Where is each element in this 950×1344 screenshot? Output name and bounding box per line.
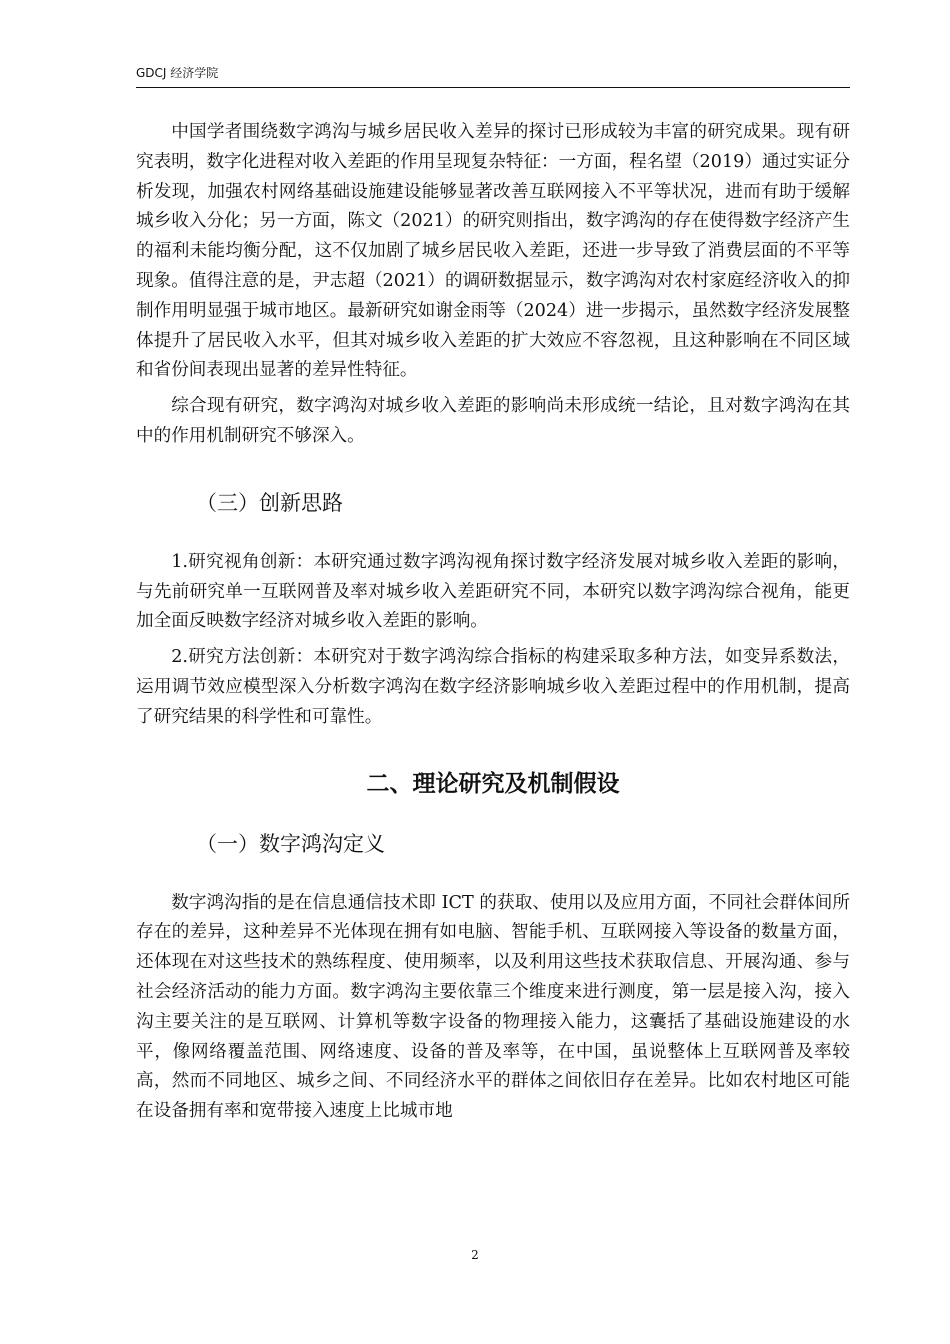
paragraph-innovation-1: 1.研究视角创新：本研究通过数字鸿沟视角探讨数字经济发展对城乡收入差距的影响，与先前研究单一互联网普及率对城乡收入差距研究不同，本研究以数字鸿沟综合视角，能更加全面反映数字经济对城乡收入差距的影响。 xyxy=(136,551,850,632)
paragraph-innovation-2: 2.研究方法创新：本研究对于数字鸿沟综合指标的构建采取多种方法，如变异系数法，运用调节效应模型深入分析数字鸿沟在数字经济影响城乡收入差距过程中的作用机制，提高了研究结果的科学性和可靠性。 xyxy=(136,647,850,727)
heading-chapter-2: 二、理论研究及机制假设 xyxy=(366,770,620,797)
header-title: GDCJ 经济学院 xyxy=(136,66,219,80)
document-body xyxy=(136,118,850,1127)
paragraph-summary: 综合现有研究，数字鸿沟对城乡收入差距的影响尚未形成统一结论，且对数字鸿沟在其中的作用机制研究不够深入。 xyxy=(136,396,850,446)
paragraph-digital-divide-definition: 数字鸿沟指的是在信息通信技术即 ICT 的获取、使用以及应用方面，不同社会群体间所存在的差异，这种差异不光体现在拥有如电脑、智能手机、互联网接入等设备的数量方面，还体现在对这些技术的熟练程度、使用频率，以及利用这些技术获取信息、开展沟通、参与社会经济活动的能力方面。数字鸿沟主要依靠三个维度来进行测度，第一层是接入沟，接入沟主要关注的是互联网、计算机等数字设备的物理接入能力，这囊括了基础设施建设的水平，像网络覆盖范围、网络速度、设备的普及率等，在中国，虽说整体上互联网普及率较高，然而不同地区、城乡之间、不同经济水平的群体之间依旧存在差异。比如农村地区可能在设备拥有率和宽带接入速度上比城市地 xyxy=(136,892,850,1122)
running-header xyxy=(136,64,850,88)
heading-innovation: （三）创新思路 xyxy=(196,490,343,515)
paragraph-literature-review: 中国学者围绕数字鸿沟与城乡居民收入差异的探讨已形成较为丰富的研究成果。现有研究表明，数字化进程对收入差距的作用呈现复杂特征：一方面，程名望（2019）通过实证分析发现，加强农村网络基础设施建设能够显著改善互联网接入不平等状况，进而有助于缓解城乡收入分化；另一方面，陈文（2021）的研究则指出，数字鸿沟的存在使得数字经济产生的福利未能均衡分配，这不仅加剧了城乡居民收入差距，还进一步导致了消费层面的不平等现象。值得注意的是，尹志超（2021）的调研数据显示，数字鸿沟对农村家庭经济收入的抑制作用明显强于城市地区。最新研究如谢金雨等（2024）进一步揭示，虽然数字经济发展整体提升了居民收入水平，但其对城乡收入差距的扩大效应不容忽视，且这种影响在不同区域和省份间表现出显著的差异性特征。 xyxy=(136,122,850,381)
page-number: 2 xyxy=(471,1248,479,1262)
heading-digital-divide-definition: （一）数字鸿沟定义 xyxy=(196,831,385,856)
